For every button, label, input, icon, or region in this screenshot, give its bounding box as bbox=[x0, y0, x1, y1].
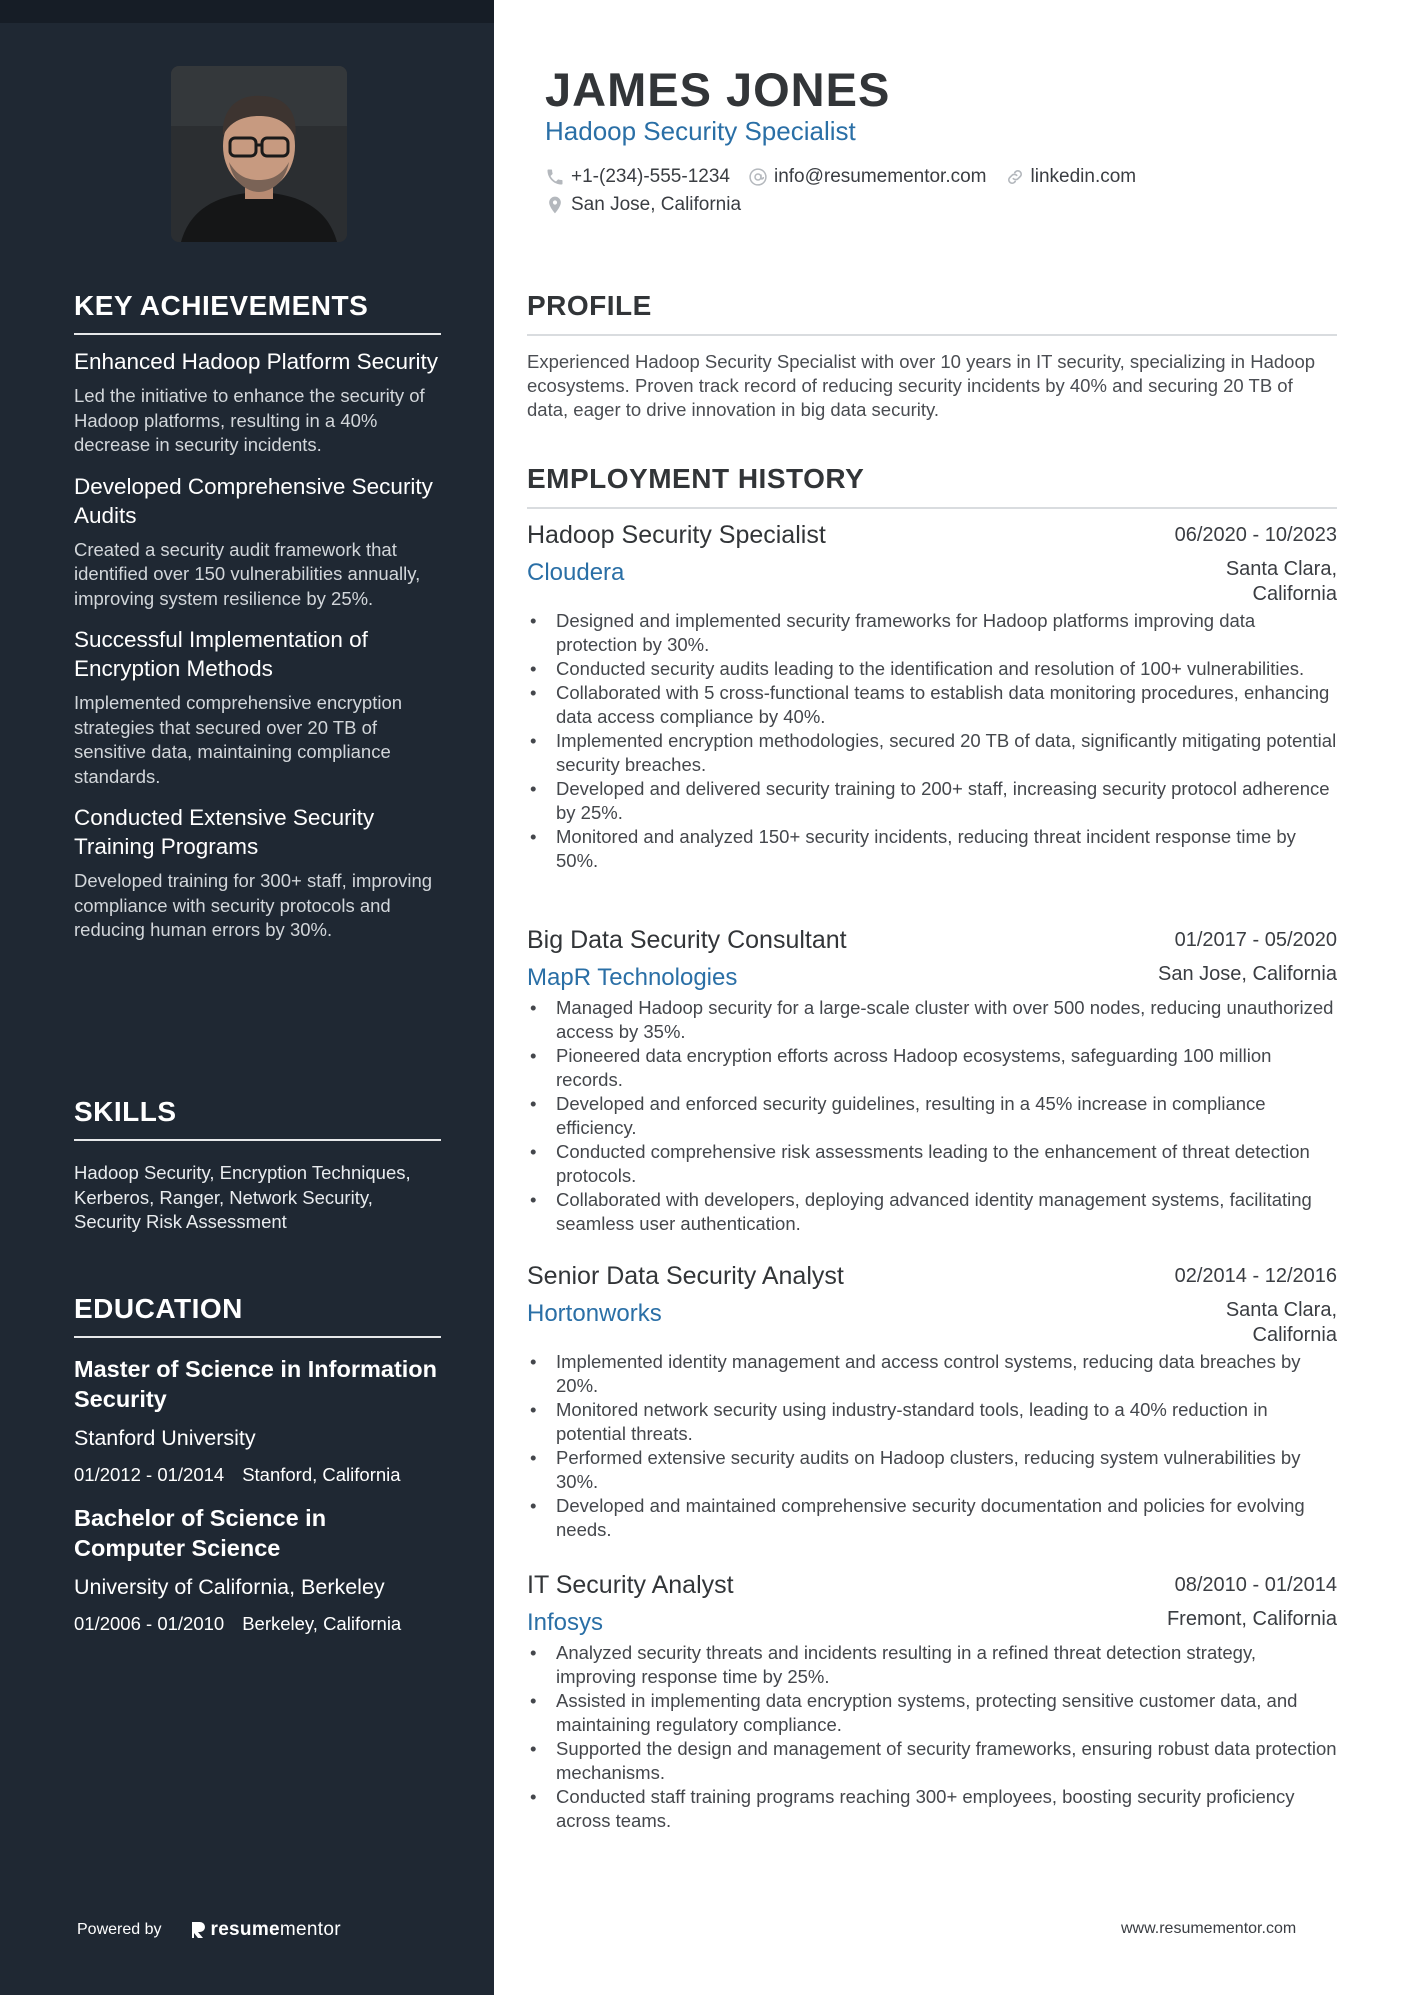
achievement-description: Led the initiative to enhance the security of Hadoop platforms, resulting in a 40% decrease in security incidents. bbox=[74, 385, 425, 455]
job-bullet: • Developed and delivered security training to 200+ staff, increasing security protocol adherence by 25%. bbox=[527, 777, 1337, 825]
footer-url[interactable]: www.resumementor.com bbox=[1121, 1920, 1297, 1937]
job-company: Infosys bbox=[527, 1609, 604, 1636]
achievement-title: Successful Implementation of Encryption Methods bbox=[74, 627, 368, 681]
job-dates: 06/2020 - 10/2023 bbox=[1174, 524, 1337, 546]
education-dates: 01/2012 - 01/2014 bbox=[74, 1464, 225, 1485]
job-bullet: • Pioneered data encryption efforts across Hadoop ecosystems, safeguarding 100 million records. bbox=[527, 1044, 1337, 1092]
job-bullet: • Designed and implemented security frameworks for Hadoop platforms improving data protection by 30%. bbox=[527, 609, 1337, 657]
education-meta bbox=[74, 1612, 441, 1636]
job-title: IT Security Analyst bbox=[527, 1571, 734, 1599]
job-bullet: • Conducted staff training programs reaching 300+ employees, boosting security proficiency across teams. bbox=[527, 1785, 1337, 1833]
contact-location bbox=[545, 194, 741, 216]
job-dates: 08/2010 - 01/2014 bbox=[1174, 1574, 1337, 1596]
education-degree: Bachelor of Science in Computer Science bbox=[74, 1505, 327, 1561]
job-bullet: • Collaborated with 5 cross-functional teams to establish data monitoring procedures, enhancing data access compliance by 40%. bbox=[527, 681, 1337, 729]
education-heading: EDUCATION bbox=[74, 1293, 441, 1338]
achievement-item bbox=[74, 347, 441, 458]
phone-icon bbox=[545, 167, 565, 187]
candidate-title: Hadoop Security Specialist bbox=[545, 116, 856, 146]
contact-email[interactable] bbox=[748, 166, 987, 188]
job-bullet: • Analyzed security threats and incidents resulting in a refined threat detection strategy, improving response time by 25%. bbox=[527, 1641, 1337, 1689]
job-company: Cloudera bbox=[527, 559, 625, 586]
job-bullets bbox=[527, 1641, 1337, 1833]
achievement-description: Created a security audit framework that identified over 150 vulnerabilities annually, improving system resilience by 25%. bbox=[74, 538, 421, 609]
job-bullet: • Collaborated with developers, deploying advanced identity management systems, facilitating seamless user authentication. bbox=[527, 1188, 1337, 1236]
key-achievements-heading: KEY ACHIEVEMENTS bbox=[74, 290, 441, 335]
job-bullet: • Supported the design and management of security frameworks, ensuring robust data protection mechanisms. bbox=[527, 1737, 1337, 1785]
contact-linkedin[interactable] bbox=[1005, 166, 1137, 188]
brand-light-text: mentor bbox=[279, 1919, 341, 1940]
job-bullets bbox=[527, 1350, 1337, 1542]
job-location: San Jose, California bbox=[1158, 963, 1337, 985]
sidebar bbox=[0, 0, 494, 1995]
brand-bold-text: resume bbox=[210, 1919, 280, 1940]
job-dates: 02/2014 - 12/2016 bbox=[1174, 1265, 1337, 1287]
at-sign-icon bbox=[748, 167, 768, 187]
phone-text: +1-(234)-555-1234 bbox=[571, 166, 730, 187]
job-bullet: • Conducted security audits leading to the identification and resolution of 100+ vulnerabilities. bbox=[527, 657, 1337, 681]
skills-list: Hadoop Security, Encryption Techniques, Kerberos, Ranger, Network Security, Security Risk Assessment bbox=[74, 1162, 411, 1232]
education-meta bbox=[74, 1463, 441, 1487]
job-entry bbox=[527, 924, 1337, 1236]
key-achievements-section bbox=[74, 290, 441, 943]
sidebar-top-band bbox=[0, 0, 494, 23]
powered-by-label: Powered by bbox=[77, 1921, 162, 1938]
achievement-item bbox=[74, 803, 441, 943]
education-location: Stanford, California bbox=[242, 1464, 401, 1485]
email-text: info@resumementor.com bbox=[773, 166, 987, 187]
education-section bbox=[74, 1293, 441, 1636]
resumementor-logo-icon bbox=[190, 1920, 206, 1940]
job-entry bbox=[527, 519, 1337, 873]
job-bullet: • Developed and enforced security guidelines, resulting in a 45% increase in compliance efficiency. bbox=[527, 1092, 1337, 1140]
employment-heading: EMPLOYMENT HISTORY bbox=[527, 463, 1337, 509]
contact-phone[interactable] bbox=[545, 166, 730, 188]
job-bullet: • Developed and maintained comprehensive security documentation and policies for evolving needs. bbox=[527, 1494, 1337, 1542]
job-title: Hadoop Security Specialist bbox=[527, 521, 826, 549]
resumementor-logo[interactable] bbox=[190, 1919, 341, 1941]
achievement-item bbox=[74, 472, 441, 612]
job-company: MapR Technologies bbox=[527, 964, 738, 991]
education-dates: 01/2006 - 01/2010 bbox=[74, 1613, 225, 1634]
job-bullet: • Managed Hadoop security for a large-scale cluster with over 500 nodes, reducing unauthorized access by 35%. bbox=[527, 996, 1337, 1044]
profile-section bbox=[527, 290, 1337, 422]
job-location: Santa Clara, California bbox=[1225, 558, 1337, 605]
education-degree: Master of Science in Information Security bbox=[74, 1356, 438, 1412]
education-school: University of California, Berkeley bbox=[74, 1575, 385, 1599]
skills-heading: SKILLS bbox=[74, 1096, 441, 1141]
job-bullet: • Monitored network security using industry-standard tools, leading to a 40% reduction in potential threats. bbox=[527, 1398, 1337, 1446]
job-company: Hortonworks bbox=[527, 1300, 662, 1327]
achievement-item bbox=[74, 625, 441, 789]
job-bullet: • Performed extensive security audits on Hadoop clusters, reducing system vulnerabilities by 30%. bbox=[527, 1446, 1337, 1494]
job-bullets bbox=[527, 996, 1337, 1236]
achievement-title: Enhanced Hadoop Platform Security bbox=[74, 349, 438, 374]
profile-heading: PROFILE bbox=[527, 290, 1337, 336]
job-title: Senior Data Security Analyst bbox=[527, 1262, 844, 1290]
job-bullet: • Conducted comprehensive risk assessments leading to the enhancement of threat detection protocols. bbox=[527, 1140, 1337, 1188]
contact-info bbox=[545, 163, 1245, 219]
job-location: Santa Clara, California bbox=[1225, 1299, 1337, 1346]
achievement-title: Conducted Extensive Security Training Programs bbox=[74, 805, 375, 859]
achievement-description: Implemented comprehensive encryption strategies that secured over 20 TB of sensitive data, maintaining compliance standards. bbox=[74, 692, 403, 787]
candidate-name: JAMES JONES bbox=[545, 63, 891, 116]
job-bullet: • Implemented encryption methodologies, secured 20 TB of data, significantly mitigating potential security breaches. bbox=[527, 729, 1337, 777]
achievement-description: Developed training for 300+ staff, improving compliance with security protocols and reducing human errors by 30%. bbox=[74, 870, 433, 940]
job-bullet: • Assisted in implementing data encryption systems, protecting sensitive customer data, and maintaining regulatory compliance. bbox=[527, 1689, 1337, 1737]
location-pin-icon bbox=[545, 195, 565, 215]
skills-section bbox=[74, 1096, 441, 1235]
education-item bbox=[74, 1503, 441, 1636]
education-item bbox=[74, 1354, 441, 1487]
location-text: San Jose, California bbox=[571, 194, 742, 215]
employment-section bbox=[527, 463, 1337, 509]
job-bullet: • Implemented identity management and access control systems, reducing data breaches by 20%. bbox=[527, 1350, 1337, 1398]
job-entry bbox=[527, 1260, 1337, 1542]
job-location: Fremont, California bbox=[1166, 1608, 1337, 1630]
education-school: Stanford University bbox=[74, 1426, 256, 1450]
profile-text: Experienced Hadoop Security Specialist with over 10 years in IT security, specializing in Hadoop ecosystems. Proven track record of reducing security incidents by 40% and securing 20 TB of data, eager to drive innovation in big data security. bbox=[527, 351, 1316, 420]
job-title: Big Data Security Consultant bbox=[527, 926, 847, 954]
linkedin-text: linkedin.com bbox=[1030, 166, 1137, 187]
profile-photo bbox=[171, 66, 347, 242]
achievement-title: Developed Comprehensive Security Audits bbox=[74, 473, 433, 528]
job-bullets bbox=[527, 609, 1337, 873]
job-bullet: • Monitored and analyzed 150+ security incidents, reducing threat incident response time by 50%. bbox=[527, 825, 1337, 873]
job-entry bbox=[527, 1569, 1337, 1833]
link-icon bbox=[1005, 167, 1025, 187]
powered-by bbox=[77, 1919, 341, 1941]
education-location: Berkeley, California bbox=[242, 1613, 402, 1634]
job-dates: 01/2017 - 05/2020 bbox=[1174, 929, 1337, 951]
